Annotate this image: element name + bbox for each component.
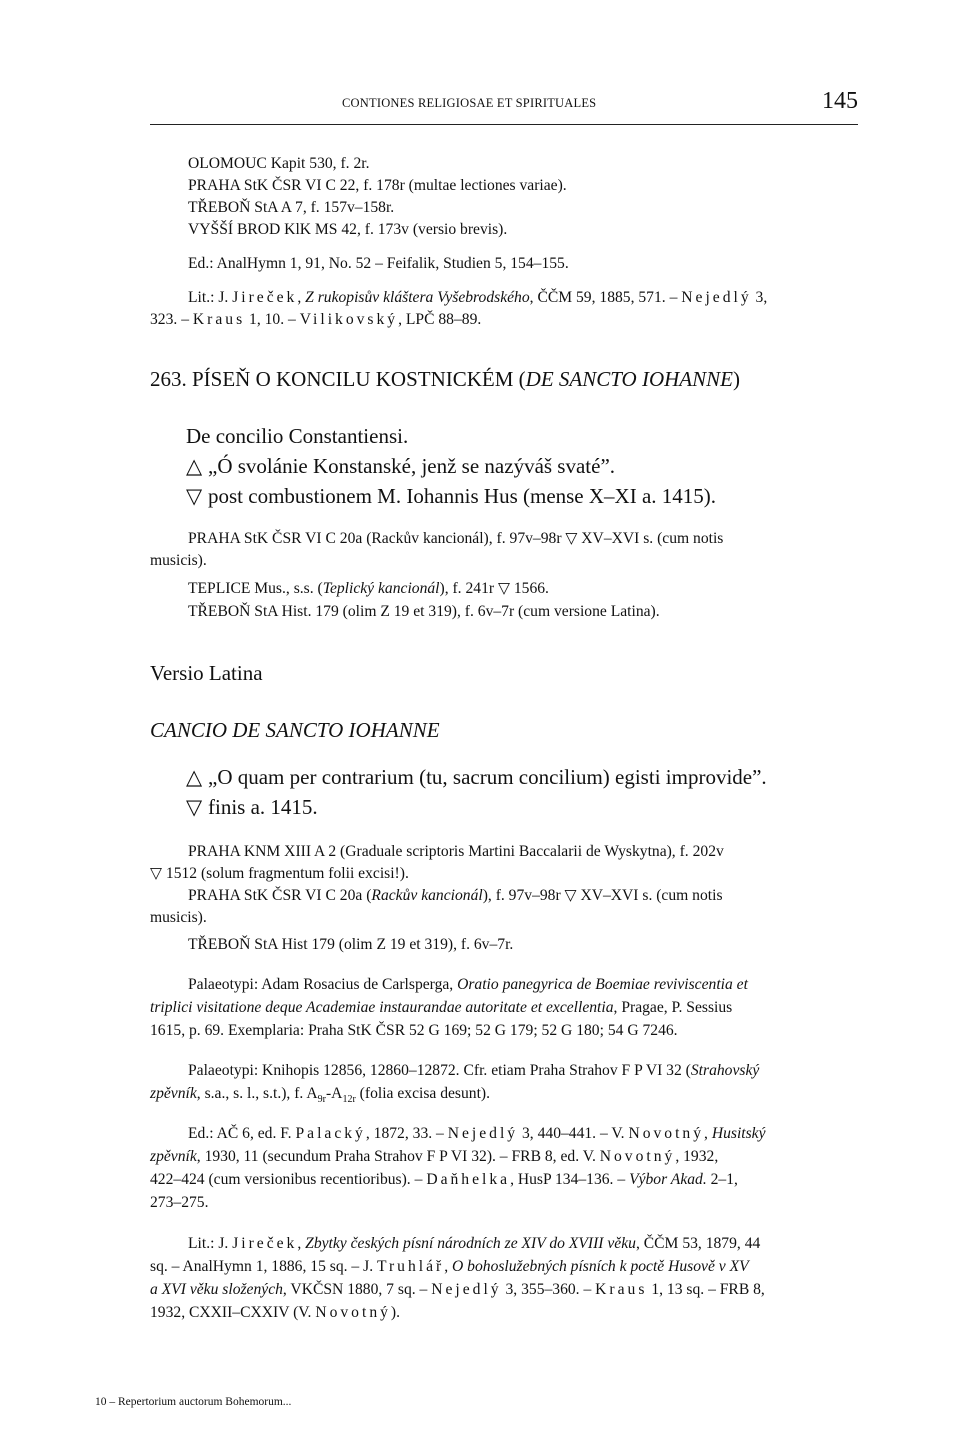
edition-line: zpěvník, 1930, 11 (secundum Praha Strahov F P VI 32). – FRB 8, ed. V. Novotný, 1932,: [150, 1148, 719, 1165]
incipit-triangle-icon: △: [186, 765, 203, 789]
source-line: musicis).: [150, 909, 207, 926]
literature-line: Lit.: J. Jireček, Z rukopisův kláštera Vyšebrodského, ČČM 59, 1885, 571. – Nejedlý 3,: [188, 289, 768, 306]
edition-line: Ed.: AČ 6, ed. F. Palacký, 1872, 33. – Nejedlý 3, 440–441. – V. Novotný, Husitský: [188, 1125, 766, 1142]
explicit-triangle-icon: ▽: [186, 484, 203, 508]
literature-line: 323. – Kraus 1, 10. – Vilikovský, LPČ 88–89.: [150, 311, 482, 328]
explicit-line: ▽ finis a. 1415.: [186, 795, 318, 819]
page-footer: 10 – Repertorium auctorum Bohemorum...: [95, 1396, 292, 1408]
running-title: CONTIONES RELIGIOSAE ET SPIRITUALES: [342, 96, 597, 110]
palaeotypi-line: Palaeotypi: Knihopis 12856, 12860–12872. Cfr. etiam Praha Strahov F P VI 32 (Strahovský: [188, 1062, 760, 1079]
literature-line: Lit.: J. Jireček, Zbytky českých písní národních ze XIV do XVIII věku, ČČM 53, 1879, 44: [188, 1235, 761, 1252]
explicit-line: ▽ post combustionem M. Iohannis Hus (mense X–XI a. 1415).: [186, 484, 717, 508]
palaeotypi-line: Palaeotypi: Adam Rosacius de Carlsperga, Oratio panegyrica de Boemiae reviviscentia et: [188, 976, 748, 993]
explicit-triangle-icon: ▽: [186, 795, 203, 819]
source-line: PRAHA StK ČSR VI C 20a (Rackův kancionál), f. 97v–98r ▽ XV–XVI s. (cum notis: [188, 530, 724, 547]
palaeotypi-line: zpěvník, s.a., s. l., s.t.), f. $A_{9r}-A_{12r}$ (folia excisa desunt).: [150, 1085, 491, 1106]
literature-line: a XVI věku složených, VKČSN 1880, 7 sq. – Nejedlý 3, 355–360. – Kraus 1, 13 sq. – FRB 8,: [150, 1281, 765, 1298]
incipit-triangle-icon: △: [186, 454, 203, 478]
source-line: ▽ 1512 (solum fragmentum folii excisi!).: [150, 865, 409, 882]
source-line: TŘEBOŇ StA Hist 179 (olim Z 19 et 319), f. 6v–7r.: [188, 936, 514, 953]
source-line: TŘEBOŇ StA Hist. 179 (olim Z 19 et 319), f. 6v–7r (cum versione Latina).: [188, 603, 660, 620]
source-line: VYŠŠÍ BROD KlK MS 42, f. 173v (versio brevis).: [188, 221, 508, 238]
edition-line: 422–424 (cum versionibus recentioribus). – Daňhelka, HusP 134–136. – Výbor Akad. 2–1,: [150, 1171, 738, 1188]
literature-line: sq. – AnalHymn 1, 1886, 15 sq. – J. Truhlář, O bohoslužebných písních k poctě Husově v XV: [150, 1258, 749, 1275]
literature-line: 1932, CXXII–CXXIV (V. Novotný).: [150, 1304, 400, 1321]
entry-subtitle: De concilio Constantiensi.: [186, 424, 409, 448]
incipit-line: △ „Ó svolánie Konstanské, jenž se nazýváš svaté”.: [186, 454, 616, 478]
source-line: TEPLICE Mus., s.s. (Teplický kancionál), f. 241r ▽ 1566.: [188, 580, 549, 597]
palaeotypi-line: 1615, p. 69. Exemplaria: Praha StK ČSR 52 G 169; 52 G 179; 52 G 180; 54 G 7246.: [150, 1022, 678, 1039]
edition-line: Ed.: AnalHymn 1, 91, No. 52 – Feifalik, Studien 5, 154–155.: [188, 255, 569, 272]
source-line: PRAHA StK ČSR VI C 20a (Rackův kancionál), f. 97v–98r ▽ XV–XVI s. (cum notis: [188, 887, 723, 904]
edition-line: 273–275.: [150, 1194, 209, 1211]
source-line: PRAHA StK ČSR VI C 22, f. 178r (multae lectiones variae).: [188, 177, 567, 194]
latin-title: CANCIO DE SANCTO IOHANNE: [150, 718, 440, 742]
running-header: [150, 88, 858, 125]
source-line: PRAHA KNM XIII A 2 (Graduale scriptoris Martini Baccalarii de Wyskytna), f. 202v: [188, 843, 724, 860]
section-heading: Versio Latina: [150, 661, 263, 685]
palaeotypi-line: triplici visitatione deque Academiae instaurandae autoritate et excellentia, Pragae, P. Sessius: [150, 999, 733, 1016]
source-line: TŘEBOŇ StA A 7, f. 157v–158r.: [188, 199, 395, 216]
incipit-line: △ „O quam per contrarium (tu, sacrum concilium) egisti improvide”.: [186, 765, 767, 789]
page-number: 145: [822, 88, 858, 114]
entry-number: 263.: [150, 367, 187, 391]
entry-heading: 263. PÍSEŇ O KONCILU KOSTNICKÉM (DE SANCTO IOHANNE): [150, 367, 740, 391]
source-line: OLOMOUC Kapit 530, f. 2r.: [188, 155, 370, 172]
source-line: musicis).: [150, 552, 207, 569]
